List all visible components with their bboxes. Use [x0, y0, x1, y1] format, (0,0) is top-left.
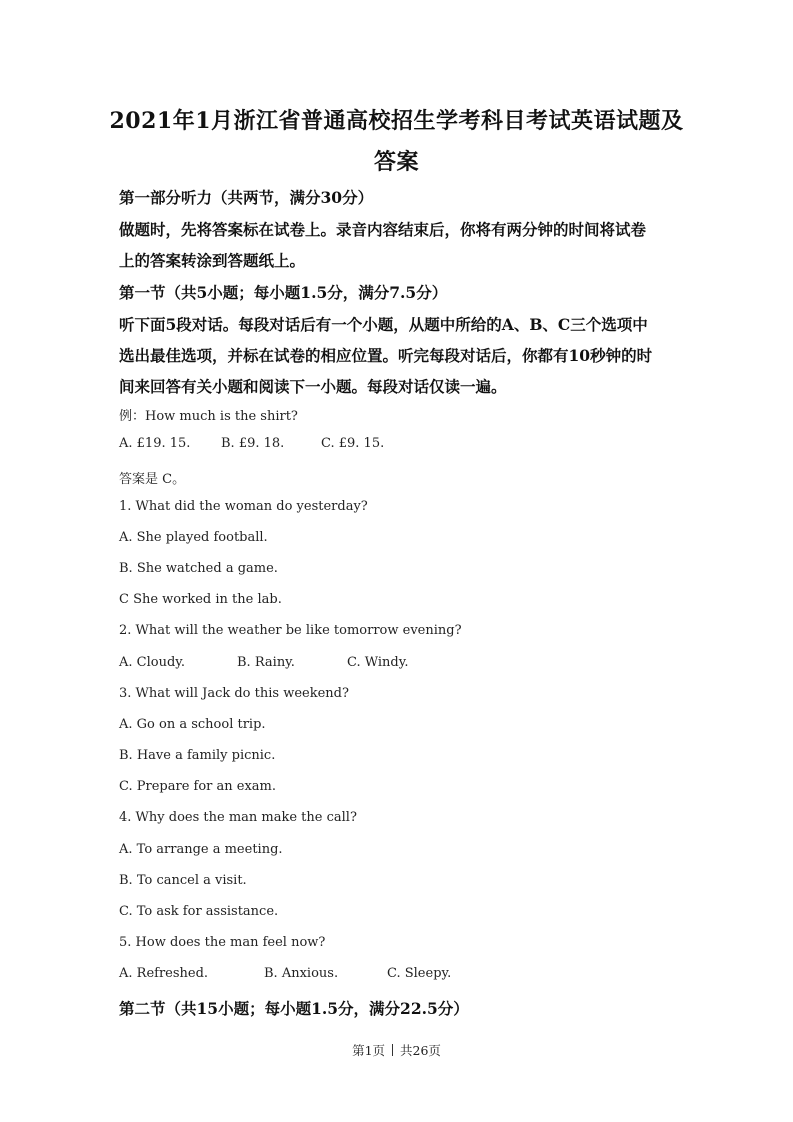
example-question: 例：How much is the shirt?: [119, 409, 298, 424]
section1-heading: 第一节（共5小题；每小题1.5分，满分7.5分）: [119, 283, 448, 302]
page-number: 第1页: [352, 1043, 386, 1058]
question-1-option-a: A. She played football.: [119, 530, 268, 545]
example-option-c: C. £9. 15.: [321, 436, 385, 451]
question-5: 5. How does the man feel now?: [119, 935, 326, 950]
part1-instruction-line1: 做题时，先将答案标在试卷上。录音内容结束后，你将有两分钟的时间将试卷: [119, 220, 647, 239]
section1-instruction-line3: 间来回答有关小题和阅读下一小题。每段对话仅读一遍。: [119, 377, 507, 396]
question-5-option-a: A. Refreshed.: [119, 966, 209, 981]
question-3-option-c: C. Prepare for an exam.: [119, 779, 276, 794]
example-answer: 答案是 C。: [119, 472, 186, 487]
question-2-option-a: A. Cloudy.: [119, 655, 186, 670]
doc-title-line1: 2021年1月浙江省普通高校招生学考科目考试英语试题及: [109, 108, 684, 134]
question-1-option-c: C She worked in the lab.: [119, 592, 282, 607]
question-4-option-c: C. To ask for assistance.: [119, 904, 279, 919]
section2-heading: 第二节（共15小题；每小题1.5分，满分22.5分）: [119, 999, 469, 1018]
section1-instruction-line2: 选出最佳选项，并标在试卷的相应位置。听完每段对话后，你都有10秒钟的时: [119, 346, 653, 365]
question-2-option-c: C. Windy.: [347, 655, 409, 670]
example-option-b: B. £9. 18.: [221, 436, 285, 451]
footer-divider: [392, 1044, 393, 1056]
question-2-option-b: B. Rainy.: [237, 655, 295, 670]
example-option-a: A. £19. 15.: [119, 436, 191, 451]
part1-heading: 第一部分听力（共两节，满分30分）: [119, 188, 374, 207]
section1-instruction-line1: 听下面5段对话。每段对话后有一个小题，从题中所给的A、B、C三个选项中: [119, 315, 648, 334]
question-3: 3. What will Jack do this weekend?: [119, 686, 349, 701]
question-3-option-b: B. Have a family picnic.: [119, 748, 276, 763]
question-4-option-b: B. To cancel a visit.: [119, 873, 247, 888]
page-footer: [0, 1041, 793, 1059]
question-5-option-b: B. Anxious.: [264, 966, 339, 981]
part1-instruction-line2: 上的答案转涂到答题纸上。: [119, 251, 306, 270]
question-5-option-c: C. Sleepy.: [387, 966, 452, 981]
question-1-option-b: B. She watched a game.: [119, 561, 278, 576]
question-3-option-a: A. Go on a school trip.: [119, 717, 266, 732]
question-4: 4. Why does the man make the call?: [119, 810, 357, 825]
question-4-option-a: A. To arrange a meeting.: [119, 842, 283, 857]
question-2: 2. What will the weather be like tomorrow evening?: [119, 623, 462, 638]
doc-title-line2: 答案: [373, 149, 419, 175]
page-total: 共26页: [400, 1043, 441, 1058]
question-1: 1. What did the woman do yesterday?: [119, 499, 368, 514]
